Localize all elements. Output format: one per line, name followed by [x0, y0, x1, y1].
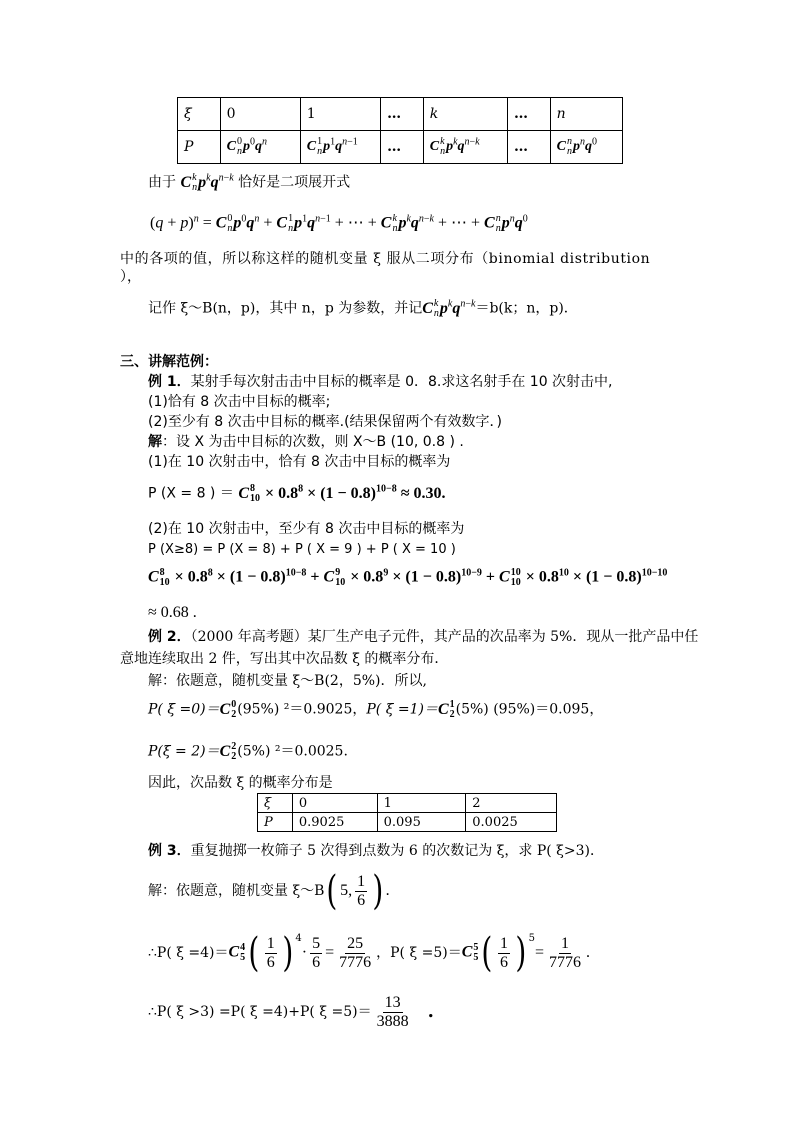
- formula-term: 5,: [340, 882, 353, 899]
- text-segment: P( ξ =1)＝: [366, 701, 438, 718]
- example-label: 例 1．: [148, 374, 191, 390]
- section-heading: 三、讲解范例：: [120, 354, 218, 370]
- period: .: [427, 1001, 434, 1022]
- example-1-question-2: (2)至少有 8 次击中目标的概率.(结果保留两个有效数字．): [148, 414, 503, 430]
- fraction-denominator: 3888: [376, 1012, 409, 1030]
- text-segment: (95%) ²＝0.9025，: [237, 701, 367, 718]
- fraction: [310, 935, 322, 972]
- table-cell: P: [178, 131, 221, 164]
- distribution-table-general: [177, 97, 623, 164]
- paren-right: ): [372, 868, 384, 914]
- period: .: [385, 882, 390, 899]
- text-segment: 恰好是二项展开式: [238, 174, 351, 191]
- fraction-numerator: 25: [347, 934, 364, 952]
- fraction-numerator: 5: [312, 934, 321, 952]
- text-segment: (5%) ²＝0.0025.: [237, 743, 348, 760]
- text-segment: ，P( ξ =5)＝: [376, 945, 462, 961]
- formula-term: C 2 2: [219, 741, 237, 762]
- table-cell: ξ: [258, 794, 293, 813]
- formula-term: C 1 2: [437, 699, 455, 720]
- table-cell: …: [507, 98, 550, 131]
- example-2-line-2: [148, 742, 348, 762]
- text-segment: 记作 ξ～B(n，p)，其中 n，p 为参数，并记: [148, 300, 423, 317]
- table-cell: 0.0025: [466, 813, 557, 832]
- table-cell: 0.095: [377, 813, 466, 832]
- example-label: 例 2．: [148, 629, 191, 645]
- distribution-table-example-2: [257, 793, 557, 832]
- formula-term: C 8 10 × $0.8^8 \times (1 - 0.8)^{10-8} \approx 0.30$.: [238, 483, 446, 504]
- formula-term: C 5 5: [461, 942, 479, 963]
- fraction: [265, 935, 277, 972]
- example-2-line-1: [148, 700, 603, 720]
- example-1-part-1-formula: [148, 484, 445, 504]
- example-3-line-2: [148, 990, 434, 1034]
- text-segment: ∴P( ξ >3) =P( ξ =4)+P( ξ =5)＝: [148, 1004, 372, 1020]
- text-segment: P(ξ = 2)＝: [148, 743, 220, 760]
- example-1-part-1: (1)在 10 次射击中，恰有 8 次击中目标的概率为: [148, 454, 451, 470]
- table-cell: P: [258, 813, 293, 832]
- paren-left: (: [248, 930, 260, 976]
- table-cell: k: [423, 98, 507, 131]
- table-cell-formula: C k n $p^kq^{n-k}$: [423, 131, 507, 164]
- table-cell: 0: [292, 794, 377, 813]
- paragraph-line: 中的各项的值，所以称这样的随机变量 ξ 服从二项分布（binomial distribution: [120, 251, 651, 267]
- table-row: [258, 813, 557, 832]
- table-cell: ξ: [178, 98, 221, 131]
- table-cell-formula: C 0 n $p^0q^n$: [220, 131, 300, 164]
- fraction-denominator: 7776: [339, 953, 372, 971]
- fraction: [498, 935, 510, 972]
- formula-term: C 0 2: [219, 699, 237, 720]
- example-2-statement-cont: 意地连续取出 2 件，写出其中次品数 ξ 的概率分布．: [120, 651, 449, 667]
- fraction-numerator: 13: [384, 993, 401, 1011]
- text-segment: (5%) (95%)＝0.095，: [455, 701, 604, 718]
- fraction-numerator: 1: [266, 934, 275, 952]
- example-1-part-2: (2)在 10 次射击中，至少有 8 次击中目标的概率为: [148, 521, 465, 537]
- result-value: ≈ 0.30: [400, 484, 442, 502]
- table-cell: 2: [466, 794, 557, 813]
- example-1-statement: [148, 373, 613, 391]
- fraction: [337, 935, 373, 972]
- paren-right: ): [515, 930, 527, 976]
- operator: ·: [301, 944, 308, 961]
- fraction: [355, 873, 367, 910]
- text-segment: 某射手每次射击击中目标的概率是 0．8.求这名射手在 10 次射击中,: [190, 374, 613, 390]
- fraction-denominator: 7776: [549, 953, 582, 971]
- formula-term: C 4 5: [228, 942, 246, 963]
- table-cell-formula: C 1 n $p^1q^{n-1}$: [300, 131, 380, 164]
- example-1-sum-expression: P (X≥8) = P (X = 8) + P ( X = 9 ) + P ( X = 10 ): [148, 542, 456, 557]
- operator: =: [325, 944, 335, 961]
- example-1-part-2-formula: C 8 10 × $0.8^8 \times (1 - 0.8)^{10-8} + C$ 9 10 × $0.8^9 \times (1 - 0.8)^{10-9} + C$ 10 10 × $0.8^{10} \times (1 - 0.8)^{10-10}$: [148, 567, 668, 588]
- fraction-denominator: 6: [312, 953, 321, 971]
- example-label: 例 3．: [148, 843, 191, 859]
- table-row: [178, 131, 623, 164]
- example-3-solution: [148, 866, 390, 916]
- example-3-statement: [148, 842, 604, 860]
- formula-term: C k n $p^kq^{n-k}$: [180, 172, 234, 193]
- text-segment: 解：依题意，随机变量 ξ～B: [148, 883, 325, 899]
- operator: =: [534, 944, 545, 961]
- table-cell: …: [507, 131, 550, 164]
- text-segment: P (X = 8 ) ＝: [148, 485, 234, 502]
- text-segment: P( ξ =0)＝: [148, 701, 220, 718]
- fraction: [375, 994, 411, 1031]
- period: .: [586, 944, 591, 961]
- paragraph-line: ），: [120, 269, 141, 285]
- text-segment: ＝b(k；n，p)．: [475, 300, 578, 317]
- table-cell: …: [381, 98, 424, 131]
- binomial-intro-line: [148, 173, 350, 193]
- fraction-numerator: 1: [357, 872, 366, 890]
- table-row: [178, 98, 623, 131]
- text-segment: 由于: [148, 174, 176, 191]
- table-cell: …: [381, 131, 424, 164]
- table-cell: 1: [377, 794, 466, 813]
- fraction-denominator: 6: [500, 953, 508, 971]
- text-segment: （2000 年高考题）某厂生产电子元件，其产品的次品率为 5%．现从一批产品中任: [190, 629, 699, 645]
- table-cell: 0.9025: [292, 813, 377, 832]
- paren-left: (: [326, 868, 338, 914]
- paren-left: (: [481, 930, 493, 976]
- notation-line: [148, 299, 578, 319]
- table-cell: 1: [300, 98, 380, 131]
- fraction-numerator: 1: [561, 934, 570, 952]
- solution-label: 解: [148, 434, 162, 450]
- text-segment: 重复抛掷一枚筛子 5 次得到点数为 6 的次数记为 ξ，求 P( ξ>3)．: [190, 843, 604, 859]
- fraction-numerator: 1: [500, 934, 508, 952]
- example-3-line-1: ∴P( ξ =4)＝ C 4 5 ( $\frac{1}{6}$ ) $^4$ · $\frac{5}{6}$ = $\frac{25}{7776}$ ，P( ξ =5)＝ C 5 5 ( $\frac{1}{6}$ ) $^5$ = $\frac{1}{7776}$ .: [148, 930, 591, 976]
- example-1-solution: [148, 433, 464, 451]
- fraction-denominator: 6: [266, 953, 275, 971]
- example-2-statement: [148, 628, 698, 646]
- example-1-question-1: (1)恰有 8 次击中目标的概率;: [148, 394, 331, 410]
- example-2-solution: 解：依题意，随机变量 ξ～B(2，5%)．所以,: [148, 673, 427, 689]
- paren-right: ): [282, 930, 294, 976]
- text-segment: ：设 X 为击中目标的次数，则 X～B (10, 0.8 ) .: [162, 434, 464, 450]
- fraction-denominator: 6: [357, 891, 366, 909]
- table-cell: n: [550, 98, 622, 131]
- binomial-expansion-formula: $(q + p)^n = C$ 0 n $p^0q^n + C$ 1 n $p^1q^{n-1}$ + ⋯ + C k n $p^kq^{n-k}$ + ⋯ + C n n $p^nq^0$: [150, 213, 528, 234]
- text-segment: ∴P( ξ =4)＝: [148, 945, 229, 961]
- fraction: [547, 935, 583, 972]
- formula-term: C k n $p^kq^{n-k}$: [422, 298, 476, 319]
- example-2-dist-intro: 因此，次品数 ξ 的概率分布是: [148, 775, 333, 791]
- table-cell-formula: C n n $p^nq^0$: [550, 131, 622, 164]
- table-row: [258, 794, 557, 813]
- table-cell: 0: [220, 98, 300, 131]
- example-1-part-2-result: ≈ 0.68 .: [148, 604, 197, 621]
